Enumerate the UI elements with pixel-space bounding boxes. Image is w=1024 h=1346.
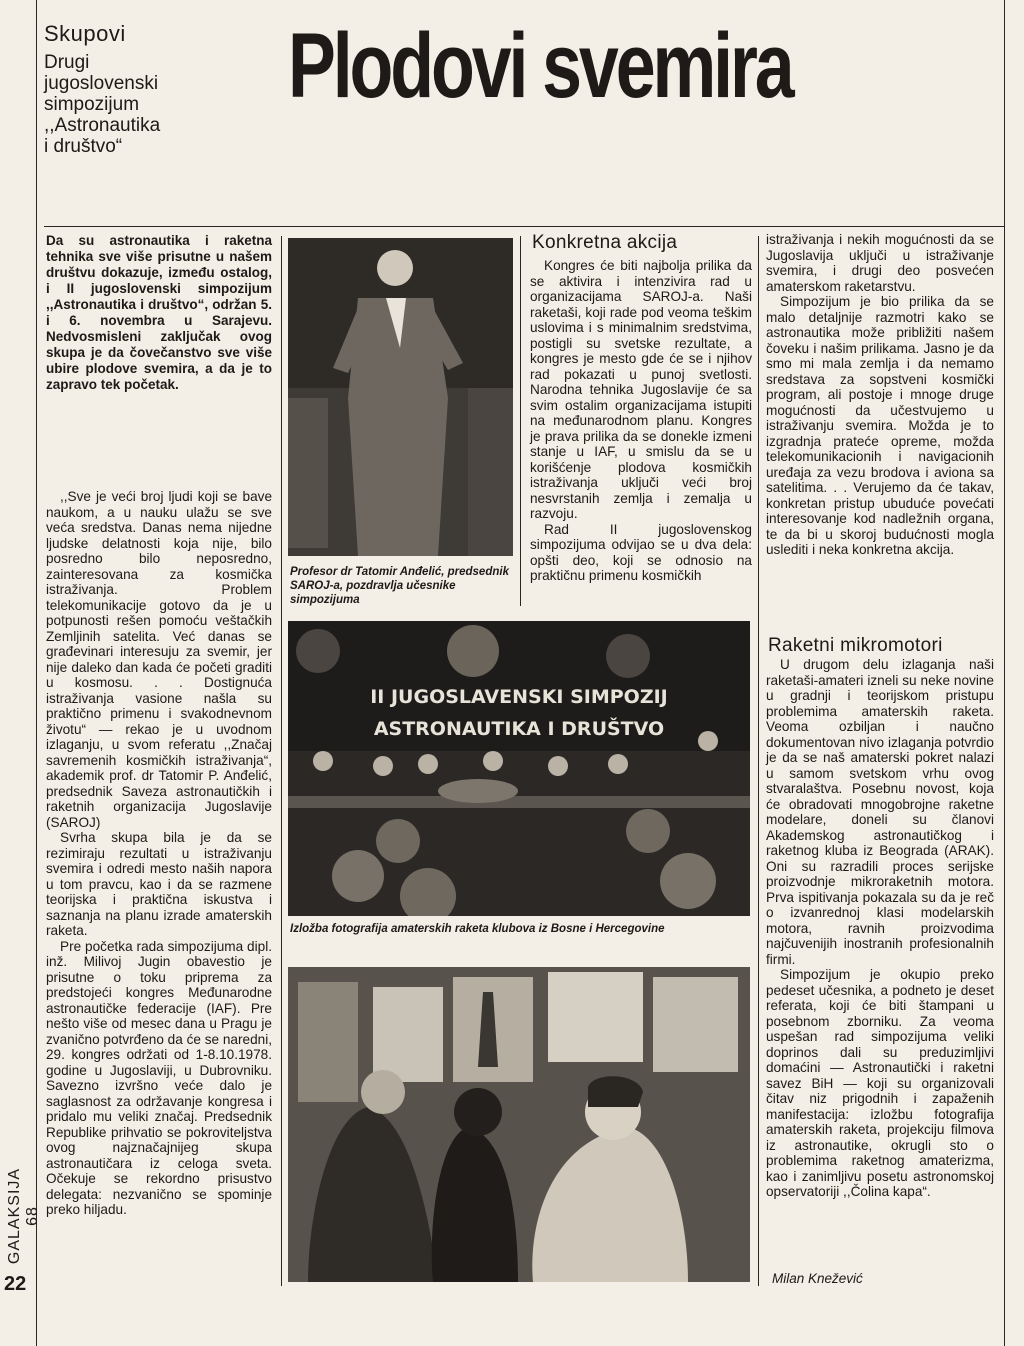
photo-caption-speaker: Profesor dr Tatomir Anđelić, predsednik SAROJ-a, pozdravlja učesnike simpozijuma [290, 566, 509, 606]
header-rule [44, 226, 1004, 227]
article-lead: Da su astronautika i raketna tehnika sve više prisutne u našem društvu dokazuje, između ostalog, i II jugoslovenski simpozijum ,,Astronautika i društvo“, održan 5. i 6. novembra u Sarajevu. Nedvosmisleni zaključak ovog skupa je da čovečanstvo sve više ubire plodove svemira, a da je to zapravo tek početak. [46, 233, 272, 392]
photo-caption-exhibition: Izložba fotografija amaterskih raketa klubova iz Bosne i Hercegovine [290, 923, 665, 935]
paragraph: Pre početka rada simpozijuma dipl. inž. Milivoj Jugin obavestio je prisutne o toku priprema za predstojeći kongres Međunarodne astronautičke federacije (IAF). Pre nešto više od mesec dana u Pragu je zvanično potvrđeno da će se naredni, 29. kongres održati od 1-8.10.1978. godine u Jugoslaviji, u Dubrovniku. Savezno izvršno veće dalo je saglasnost za održavanje kongresa i pridalo mu veliki značaj. Predsednik Republike prihvatio se pokroviteljstva ovog najznačajnijeg skupa astronautičara iz celoga sveta. Očekuje se rekordno prisustvo delegata: nezvanično se spominje preko hiljadu. [46, 938, 272, 1217]
photo-exhibition [288, 967, 750, 1282]
left-frame-rule [36, 0, 37, 1346]
paragraph: Kongres će biti najbolja prilika da se aktivira i intenzivira rad u organizacijama SAROJ-a. Naši raketaši, koji rade pod veoma teškim uslovima i s minimalnim sredstvima, postigli su svetske rezultate, a kongres je mesto gde će se i njihov rad pokazati u punoj svetlosti. Narodna tehnika Jugoslavije će sa svim ostalim organizacijama istupiti na međunarodnom planu. Kongres je prava prilika da se donekle izmeni stanje u IAF, u smislu da se u korišćenje plodova kosmičkih istraživanja uključi veći broj nesvrstanih zemlja i zemalja u razvoju. [530, 258, 752, 521]
author-signature: Milan Knežević [772, 1271, 863, 1286]
column-rule [520, 236, 521, 606]
article-headline: Plodovi svemira [288, 15, 792, 117]
paragraph: ,,Sve je veći broj ljudi koji se bave naukom, a u nauku ulažu se sve veća sredstva. Danas nema nijedne ljudske delatnosti koja nije, bilo posredno bilo neposredno, zainteresovana za kosmička istraživanja. Problem telekomunikacije gotovo da je u potpunosti rešen pomoću veštačkih Zemljinih satelita. Već danas se građevinari interesuju za svemir, jer nije daleko dan kada će početi graditi u kosmosu. . . Dostignuća istraživanja vasione našla su praktično primenu i svakodnevnom životu“ — rekao je u uvodnom izlaganju, u svom referatu ,,Značaj savremenih kosmičkih istraživanja“, akademik prof. dr Tatomir P. Anđelić, predsednik Saveza astronautičkih i raketnih organizacija Jugoslavije (SAROJ) [46, 489, 272, 830]
paragraph-continued: istraživanja i nekih mogućnosti da se Jugoslavija uključi u istraživanje svemira, i drugi deo posvećen amaterskom raketarstvu. [766, 232, 994, 294]
page-number: 22 [4, 1273, 27, 1295]
photo-symposium-panel [288, 621, 750, 916]
column-c [530, 258, 752, 584]
column-a [46, 489, 272, 1218]
section-kicker: Skupovi [44, 21, 126, 46]
column-d-bottom [766, 657, 994, 1200]
magazine-name: GALAKSIJA 68 [6, 1167, 41, 1265]
paragraph: Simpozijum je okupio preko pedeset učesnika, a podneto je deset referata, koji će biti štampani u posebnom zborniku. Za veoma uspešan rad simpozijuma veliki doprinos dali su preduzimljivi domaćini — Astronautički i raketni savez BiH — koji su organizovali čitav niz prigodnih i zapaženih manifestacija: izložbu fotografija amaterskih raketa, projekciju filmova iz astronautike, okrugli sto o problemima raketnog amaterizma, kao i zanimljivu posetu astronomskoj opservatoriji ,,Čolina kapa“. [766, 967, 994, 1199]
banner-line-2: ASTRONAUTIKA I DRUŠTVO [373, 718, 665, 740]
event-subtitle: Drugi jugoslovenski simpozijum ,,Astronautika i društvo“ [44, 52, 161, 157]
paragraph: Simpozijum je bio prilika da se malo detaljnije razmotri kako se astronautika može približiti našem čoveku i našim prilikama. Jasno je da smo mi mala zemlja i da nemamo sredstava za sopstveni kosmički program, ali postoje i mnoge druge mogućnosti da učestvujemo u istraživanju svemira. Možda je to izgradnja prateće opreme, možda telekomunikacionih i navigacionih uređaja za vezu brodova i aviona sa satelitima. . . Verujemo da će takav, konkretan pristup ubuduće povećati interesovanje kod nadležnih organa, te da bi u skoroj budućnosti mogla uslediti i neka konkretna akcija. [766, 294, 994, 557]
paragraph: Rad II jugoslovenskog simpozijuma odvijao se u dva dela: opšti deo, koji se odnosio na praktičnu primenu kosmičkih [530, 521, 752, 583]
right-frame-rule [1004, 0, 1005, 1346]
section-title-raketni: Raketni mikromotori [768, 635, 943, 656]
paragraph: Svrha skupa bila je da se rezimiraju rezultati u istraživanju svemira i odredi mesto naših napora u tom pravcu, kao i da se razmene teorijska i praktična iskustva i saznanja na planu izrade amaterskih raketa. [46, 830, 272, 938]
column-d-top [766, 232, 994, 558]
section-title-konkretna: Konkretna akcija [532, 232, 678, 253]
photo-panel-illustration [288, 621, 750, 916]
column-rule [281, 236, 282, 1286]
photo-speaker-illustration [288, 238, 513, 556]
photo-exhibition-illustration [288, 967, 750, 1282]
banner-line-1: II JUGOSLAVENSKI SIMPOZIJ [370, 686, 668, 708]
photo-speaker [288, 238, 513, 556]
column-rule [758, 236, 759, 1286]
paragraph: U drugom delu izlaganja naši raketaši-amateri izneli su neke novine u gradnji i teorijskom pristupu problemima amaterskih raketa. Veoma ozbiljan i naučno dokumentovan nivo izlaganja potvrdio je da se naš amaterski pokret nalazi u samom svetskom vrhu ovog stvaralaštva. Posebnu novost, koja će obradovati mnogobrojne raketne modelare, doneli su članovi Akademskog astronautičkog i raketnog kluba iz Beograda (ARAK). Oni su razradili proces serijske proizvodnje mikroraketnih motora. Prva ispitivanja pokazala su da je reč o izvanrednoj klasi modelarskih motora, ravnih proizvodima najčuvenijih inostranih profesionalnih firmi. [766, 657, 994, 967]
